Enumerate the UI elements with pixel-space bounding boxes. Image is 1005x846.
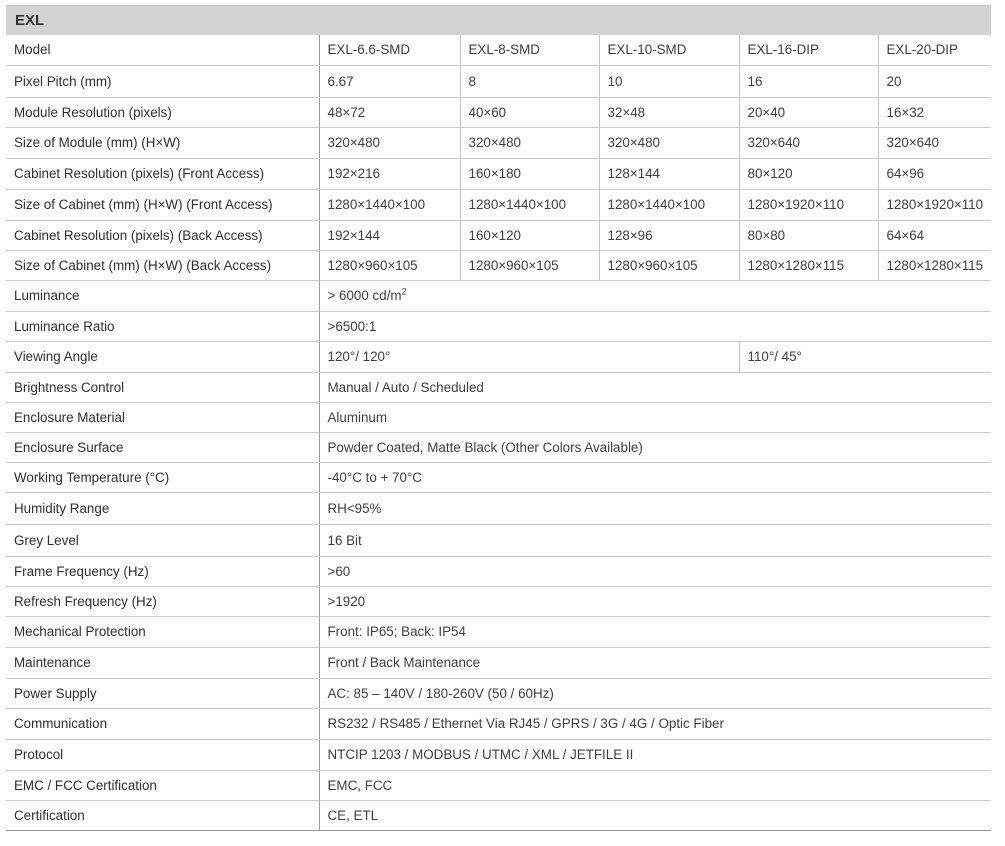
table-row	[6, 739, 991, 770]
table-row	[6, 341, 991, 372]
cell-value: 1280×1440×100	[319, 189, 460, 220]
table-row	[6, 189, 991, 220]
cell-value: 16×32	[878, 97, 991, 127]
cell-value: 1280×1920×110	[878, 189, 991, 220]
row-label: Pixel Pitch (mm)	[6, 65, 319, 97]
cell-value: AC: 85 – 140V / 180-260V (50 / 60Hz)	[319, 678, 991, 708]
table-title: EXL	[6, 5, 991, 35]
table-row	[6, 220, 991, 250]
row-label: Frame Frequency (Hz)	[6, 556, 319, 586]
table-row	[6, 647, 991, 678]
cell-value: -40°C to + 70°C	[319, 462, 991, 492]
row-label: Communication	[6, 708, 319, 739]
cell-value: Powder Coated, Matte Black (Other Colors Available)	[319, 432, 991, 462]
cell-value: 320×480	[460, 127, 599, 158]
cell-value: 64×96	[878, 158, 991, 189]
table-row	[6, 158, 991, 189]
table-row	[6, 462, 991, 492]
row-label: EMC / FCC Certification	[6, 770, 319, 800]
table-row	[6, 97, 991, 127]
row-label: Refresh Frequency (Hz)	[6, 586, 319, 616]
cell-value: 320×480	[319, 127, 460, 158]
cell-value: 32×48	[599, 97, 739, 127]
cell-value: RS232 / RS485 / Ethernet Via RJ45 / GPRS / 3G / 4G / Optic Fiber	[319, 708, 991, 739]
cell-value: EMC, FCC	[319, 770, 991, 800]
table-row	[6, 432, 991, 462]
cell-value: RH<95%	[319, 492, 991, 524]
cell-value: 192×216	[319, 158, 460, 189]
table-row	[6, 556, 991, 586]
row-label: Cabinet Resolution (pixels) (Front Access)	[6, 158, 319, 189]
table-row	[6, 678, 991, 708]
spec-table	[6, 35, 991, 831]
model-name: EXL-20-DIP	[878, 35, 991, 65]
row-label: Working Temperature (°C)	[6, 462, 319, 492]
cell-value: 40×60	[460, 97, 599, 127]
cell-value: >60	[319, 556, 991, 586]
table-row	[6, 800, 991, 830]
cell-value: 110°/ 45°	[739, 341, 991, 372]
row-label: Cabinet Resolution (pixels) (Back Access)	[6, 220, 319, 250]
cell-value: 80×120	[739, 158, 878, 189]
table-row	[6, 524, 991, 556]
cell-value: 16	[739, 65, 878, 97]
luminance-value: > 6000 cd/m	[327, 288, 402, 303]
table-row	[6, 402, 991, 432]
model-name: EXL-6.6-SMD	[319, 35, 460, 65]
row-label: Maintenance	[6, 647, 319, 678]
cell-value: 20×40	[739, 97, 878, 127]
model-name: EXL-10-SMD	[599, 35, 739, 65]
cell-value: 1280×1280×115	[739, 250, 878, 280]
cell-value: Front: IP65; Back: IP54	[319, 616, 991, 647]
table-row	[6, 250, 991, 280]
cell-value: Manual / Auto / Scheduled	[319, 372, 991, 402]
cell-value: NTCIP 1203 / MODBUS / UTMC / XML / JETFILE II	[319, 739, 991, 770]
row-label: Protocol	[6, 739, 319, 770]
row-label: Grey Level	[6, 524, 319, 556]
row-label: Certification	[6, 800, 319, 830]
cell-value	[319, 280, 991, 311]
cell-value: 1280×960×105	[460, 250, 599, 280]
cell-value: 8	[460, 65, 599, 97]
cell-value: 10	[599, 65, 739, 97]
table-row	[6, 127, 991, 158]
cell-value: 80×80	[739, 220, 878, 250]
cell-value: 128×144	[599, 158, 739, 189]
cell-value: Front / Back Maintenance	[319, 647, 991, 678]
cell-value: 64×64	[878, 220, 991, 250]
row-label: Enclosure Material	[6, 402, 319, 432]
cell-value: 128×96	[599, 220, 739, 250]
cell-value: 1280×1280×115	[878, 250, 991, 280]
table-row	[6, 586, 991, 616]
row-label: Viewing Angle	[6, 341, 319, 372]
table-row	[6, 65, 991, 97]
table-row	[6, 616, 991, 647]
row-label: Brightness Control	[6, 372, 319, 402]
table-row	[6, 770, 991, 800]
table-row	[6, 280, 991, 311]
cell-value: CE, ETL	[319, 800, 991, 830]
cell-value: 320×480	[599, 127, 739, 158]
cell-value: 1280×1440×100	[599, 189, 739, 220]
cell-value: 192×144	[319, 220, 460, 250]
table-row	[6, 708, 991, 739]
row-label: Power Supply	[6, 678, 319, 708]
cell-value: 160×180	[460, 158, 599, 189]
cell-value: >1920	[319, 586, 991, 616]
cell-value: 1280×1920×110	[739, 189, 878, 220]
header-row	[6, 35, 991, 65]
cell-value: 1280×960×105	[319, 250, 460, 280]
cell-value: 6.67	[319, 65, 460, 97]
cell-value: 320×640	[739, 127, 878, 158]
cell-value: 48×72	[319, 97, 460, 127]
row-label: Mechanical Protection	[6, 616, 319, 647]
row-label: Humidity Range	[6, 492, 319, 524]
cell-value: 20	[878, 65, 991, 97]
row-label: Size of Module (mm) (H×W)	[6, 127, 319, 158]
table-row	[6, 372, 991, 402]
table-row	[6, 492, 991, 524]
row-label: Luminance Ratio	[6, 311, 319, 341]
row-label: Size of Cabinet (mm) (H×W) (Front Access)	[6, 189, 319, 220]
cell-value: 160×120	[460, 220, 599, 250]
row-label: Size of Cabinet (mm) (H×W) (Back Access)	[6, 250, 319, 280]
cell-value: 120°/ 120°	[319, 341, 739, 372]
row-label-model: Model	[6, 35, 319, 65]
cell-value: 1280×1440×100	[460, 189, 599, 220]
luminance-superscript: 2	[401, 286, 407, 297]
cell-value: >6500:1	[319, 311, 991, 341]
table-row	[6, 311, 991, 341]
cell-value: 1280×960×105	[599, 250, 739, 280]
cell-value: Aluminum	[319, 402, 991, 432]
row-label: Enclosure Surface	[6, 432, 319, 462]
spec-sheet	[6, 5, 991, 831]
model-name: EXL-8-SMD	[460, 35, 599, 65]
model-name: EXL-16-DIP	[739, 35, 878, 65]
cell-value: 320×640	[878, 127, 991, 158]
row-label: Luminance	[6, 280, 319, 311]
row-label: Module Resolution (pixels)	[6, 97, 319, 127]
cell-value: 16 Bit	[319, 524, 991, 556]
